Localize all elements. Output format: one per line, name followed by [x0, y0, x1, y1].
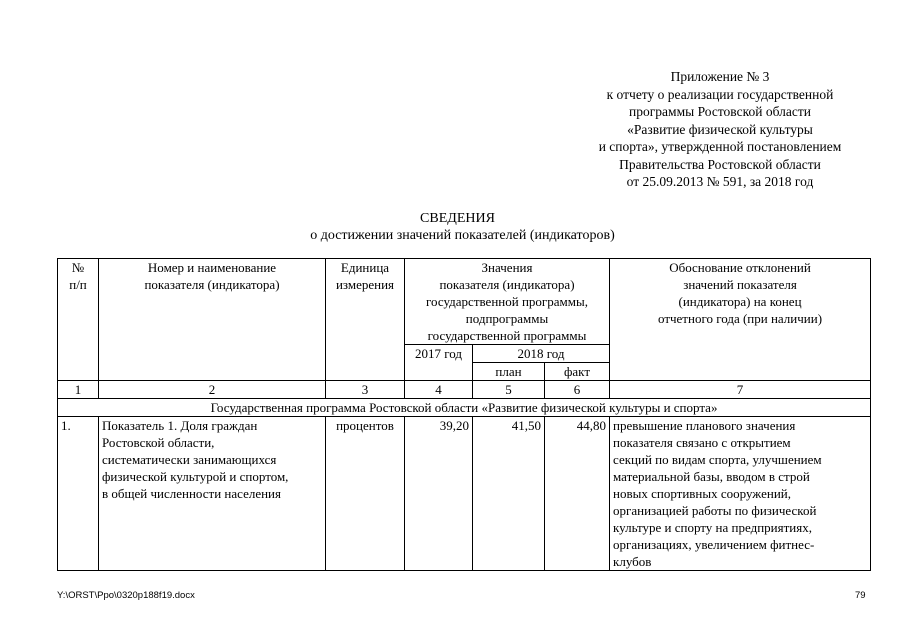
- program-title-row: [58, 399, 871, 417]
- row-name: Показатель 1. Доля граждан Ростовской области, систематически занимающихся физической культурой и спортом, в общей численности населения: [99, 417, 326, 571]
- footer-file-path: Y:\ORST\Ppo\0320p188f19.docx: [57, 590, 195, 601]
- appendix-line: «Развитие физической культуры: [627, 121, 813, 137]
- appendix-line: к отчету о реализации государственной: [606, 86, 834, 102]
- header-year-2017: 2017 год: [405, 345, 473, 381]
- row-unit: процентов: [326, 417, 405, 571]
- title-heading: СВЕДЕНИЯ: [420, 211, 495, 226]
- row-fact-2018: 44,80: [545, 417, 610, 571]
- footer-page-number: 79: [855, 590, 866, 601]
- header-values: Значения показателя (индикатора) государственной программы, подпрограммы государственной программы: [405, 259, 610, 345]
- appendix-line: Правительства Ростовской области: [619, 156, 821, 172]
- col-number: 1: [58, 381, 99, 399]
- appendix-line: от 25.09.2013 № 591, за 2018 год: [626, 174, 814, 189]
- appendix-line: программы Ростовской области: [629, 104, 811, 119]
- indicators-table: [57, 258, 871, 571]
- row-value-2017: 39,20: [405, 417, 473, 571]
- table-row: [58, 417, 871, 571]
- header-justification: Обоснование отклонений значений показателя (индикатора) на конец отчетного года (при наличии): [610, 259, 871, 381]
- row-justification: превышение планового значения показателя связано с открытием секций по видам спорта, улучшением материальной базы, вводом в строй новых спортивных сооружений, организацией работы по физической культуре и спорту на предприятиях, организациях, увеличением фитнес- клубов: [610, 417, 871, 571]
- header-row: [58, 259, 871, 345]
- header-plan: план: [473, 363, 545, 381]
- appendix-line: и спорта», утвержденной постановлением: [598, 139, 842, 154]
- appendix-block: [560, 68, 880, 191]
- header-year-2018: 2018 год: [473, 345, 610, 363]
- col-number: 3: [326, 381, 405, 399]
- col-number: 7: [610, 381, 871, 399]
- row-plan-2018: 41,50: [473, 417, 545, 571]
- title-subheading: о достижении значений показателей (индикаторов): [310, 228, 615, 243]
- col-number: 6: [545, 381, 610, 399]
- col-number: 2: [99, 381, 326, 399]
- header-fact: факт: [545, 363, 610, 381]
- header-name: Номер и наименование показателя (индикатора): [99, 259, 326, 381]
- col-number: 5: [473, 381, 545, 399]
- program-title: Государственная программа Ростовской области «Развитие физической культуры и спорта»: [58, 399, 871, 417]
- header-unit: Единица измерения: [326, 259, 405, 381]
- col-number: 4: [405, 381, 473, 399]
- column-numbers-row: [58, 381, 871, 399]
- document-title: [0, 210, 905, 244]
- row-num: 1.: [58, 417, 99, 571]
- header-num: № п/п: [58, 259, 99, 381]
- appendix-line: Приложение № 3: [670, 69, 770, 84]
